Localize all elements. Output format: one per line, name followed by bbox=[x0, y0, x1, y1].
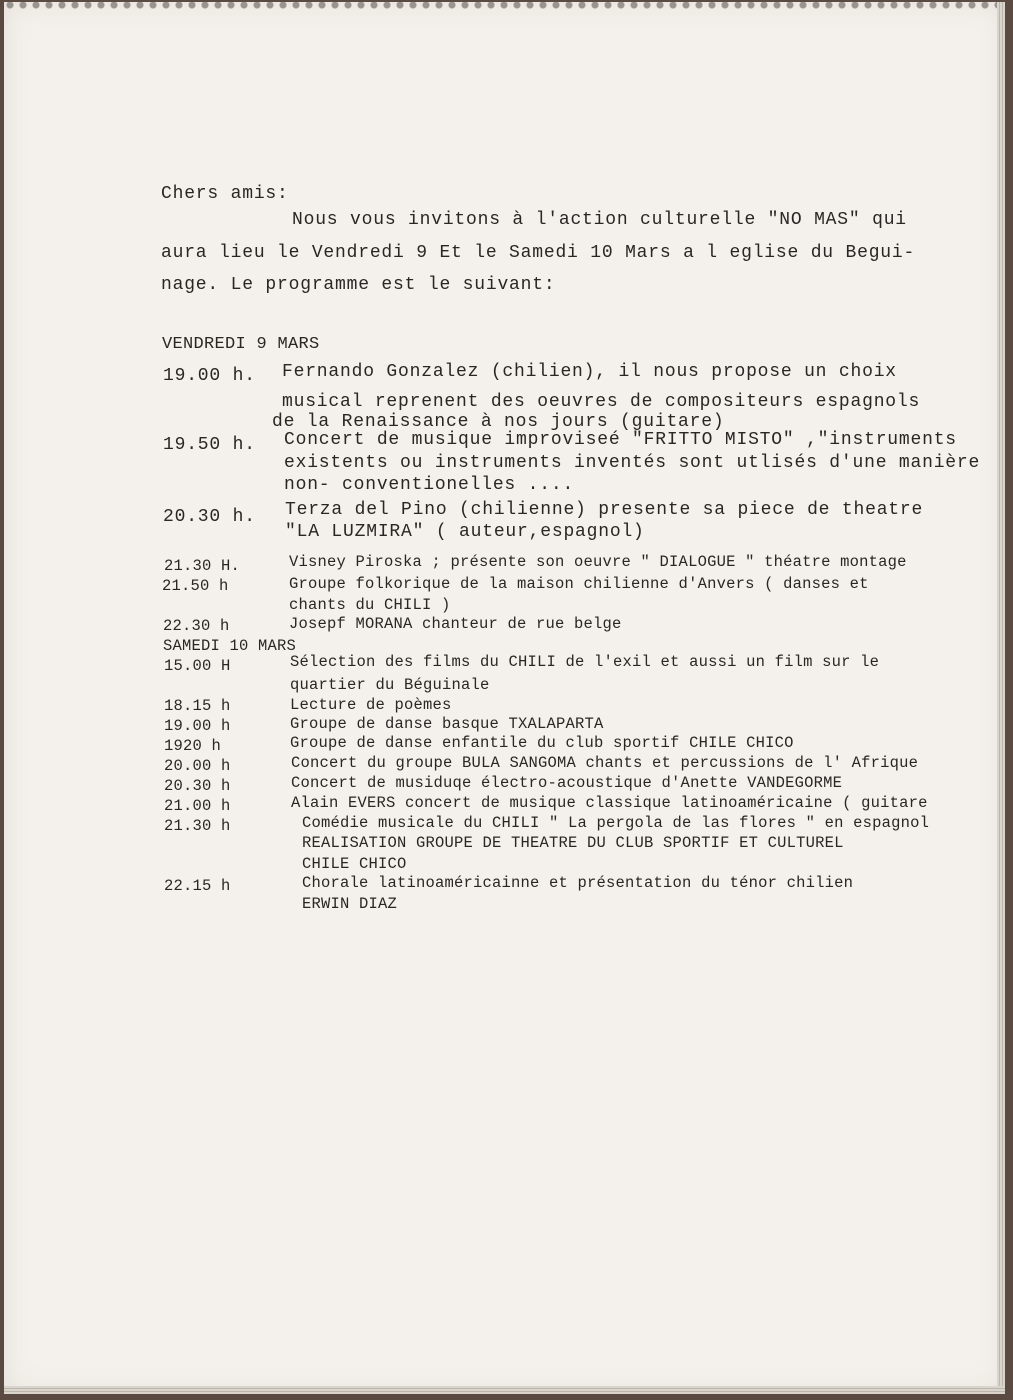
schedule-time: 19.00 h. bbox=[163, 366, 256, 386]
schedule-description: ERWIN DIAZ bbox=[302, 895, 398, 913]
schedule-time: 19.50 h. bbox=[163, 435, 256, 455]
intro-line: nage. Le programme est le suivant: bbox=[161, 275, 556, 295]
schedule-description: Chorale latinoaméricainne et présentation du ténor chilien bbox=[302, 874, 854, 892]
schedule-description: quartier du Béguinale bbox=[290, 676, 490, 694]
schedule-description: Terza del Pino (chilienne) presente sa piece de theatre bbox=[285, 500, 924, 520]
schedule-description: Groupe de danse basque TXALAPARTA bbox=[290, 715, 604, 733]
schedule-description: de la Renaissance à nos jours (guitare) bbox=[272, 412, 725, 432]
schedule-description: Visney Piroska ; présente son oeuvre " DIALOGUE " théatre montage bbox=[289, 553, 907, 571]
schedule-description: Alain EVERS concert de musique classique latinoaméricaine ( guitare bbox=[291, 794, 928, 812]
schedule-time: 1920 h bbox=[164, 737, 222, 755]
schedule-description: "LA LUZMIRA" ( auteur,espagnol) bbox=[285, 522, 645, 542]
schedule-description: Sélection des films du CHILI de l'exil et aussi un film sur le bbox=[290, 653, 880, 671]
schedule-description: musical reprenent des oeuvres de compositeurs espagnols bbox=[282, 392, 921, 412]
schedule-description: Groupe folkorique de la maison chilienne d'Anvers ( danses et bbox=[289, 575, 869, 593]
schedule-time: 20.00 h bbox=[164, 757, 231, 775]
schedule-time: 20.30 h bbox=[164, 777, 231, 795]
section-heading-friday: VENDREDI 9 MARS bbox=[162, 335, 320, 354]
page-stack-edge-right bbox=[997, 2, 1005, 1394]
schedule-time: 21.50 h bbox=[162, 577, 229, 595]
schedule-description: Groupe de danse enfantile du club sportif CHILE CHICO bbox=[290, 734, 794, 752]
spiral-binding bbox=[4, 2, 1005, 12]
schedule-description: chants du CHILI ) bbox=[289, 596, 451, 614]
intro-line: aura lieu le Vendredi 9 Et le Samedi 10 Mars a l eglise du Begui- bbox=[161, 243, 916, 263]
schedule-time: 20.30 h. bbox=[163, 507, 256, 527]
schedule-description: Comédie musicale du CHILI " La pergola de las flores " en espagnol bbox=[302, 814, 930, 832]
schedule-time: 21.30 H. bbox=[164, 557, 241, 575]
schedule-description: Concert de musiduqe électro-acoustique d'Anette VANDEGORME bbox=[291, 774, 843, 792]
schedule-time: 21.00 h bbox=[164, 797, 231, 815]
schedule-time: 22.30 h bbox=[163, 617, 230, 635]
schedule-time: 19.00 h bbox=[164, 717, 231, 735]
schedule-description: Fernando Gonzalez (chilien), il nous propose un choix bbox=[282, 362, 897, 382]
greeting: Chers amis: bbox=[161, 184, 289, 204]
schedule-time: 21.30 h bbox=[164, 817, 231, 835]
schedule-time: 22.15 h bbox=[164, 877, 231, 895]
schedule-description: Concert de musique improviseé "FRITTO MISTO" ,"instruments bbox=[284, 430, 957, 450]
schedule-time: 15.00 H bbox=[164, 657, 231, 675]
intro-line: Nous vous invitons à l'action culturelle "NO MAS" qui bbox=[292, 210, 907, 230]
page-stack-edge-bottom bbox=[4, 1386, 1005, 1394]
schedule-description: Lecture de poèmes bbox=[290, 696, 452, 714]
schedule-description: REALISATION GROUPE DE THEATRE DU CLUB SPORTIF ET CULTUREL bbox=[302, 834, 844, 852]
schedule-description: Josepf MORANA chanteur de rue belge bbox=[289, 615, 622, 633]
schedule-time: 18.15 h bbox=[164, 697, 231, 715]
schedule-description: Concert du groupe BULA SANGOMA chants et percussions de l' Afrique bbox=[291, 754, 919, 772]
schedule-description: existents ou instruments inventés sont utlisés d'une manière bbox=[284, 453, 981, 473]
schedule-description: non- conventionelles .... bbox=[284, 475, 575, 495]
schedule-description: CHILE CHICO bbox=[302, 855, 407, 873]
section-heading-saturday: SAMEDI 10 MARS bbox=[163, 637, 297, 655]
